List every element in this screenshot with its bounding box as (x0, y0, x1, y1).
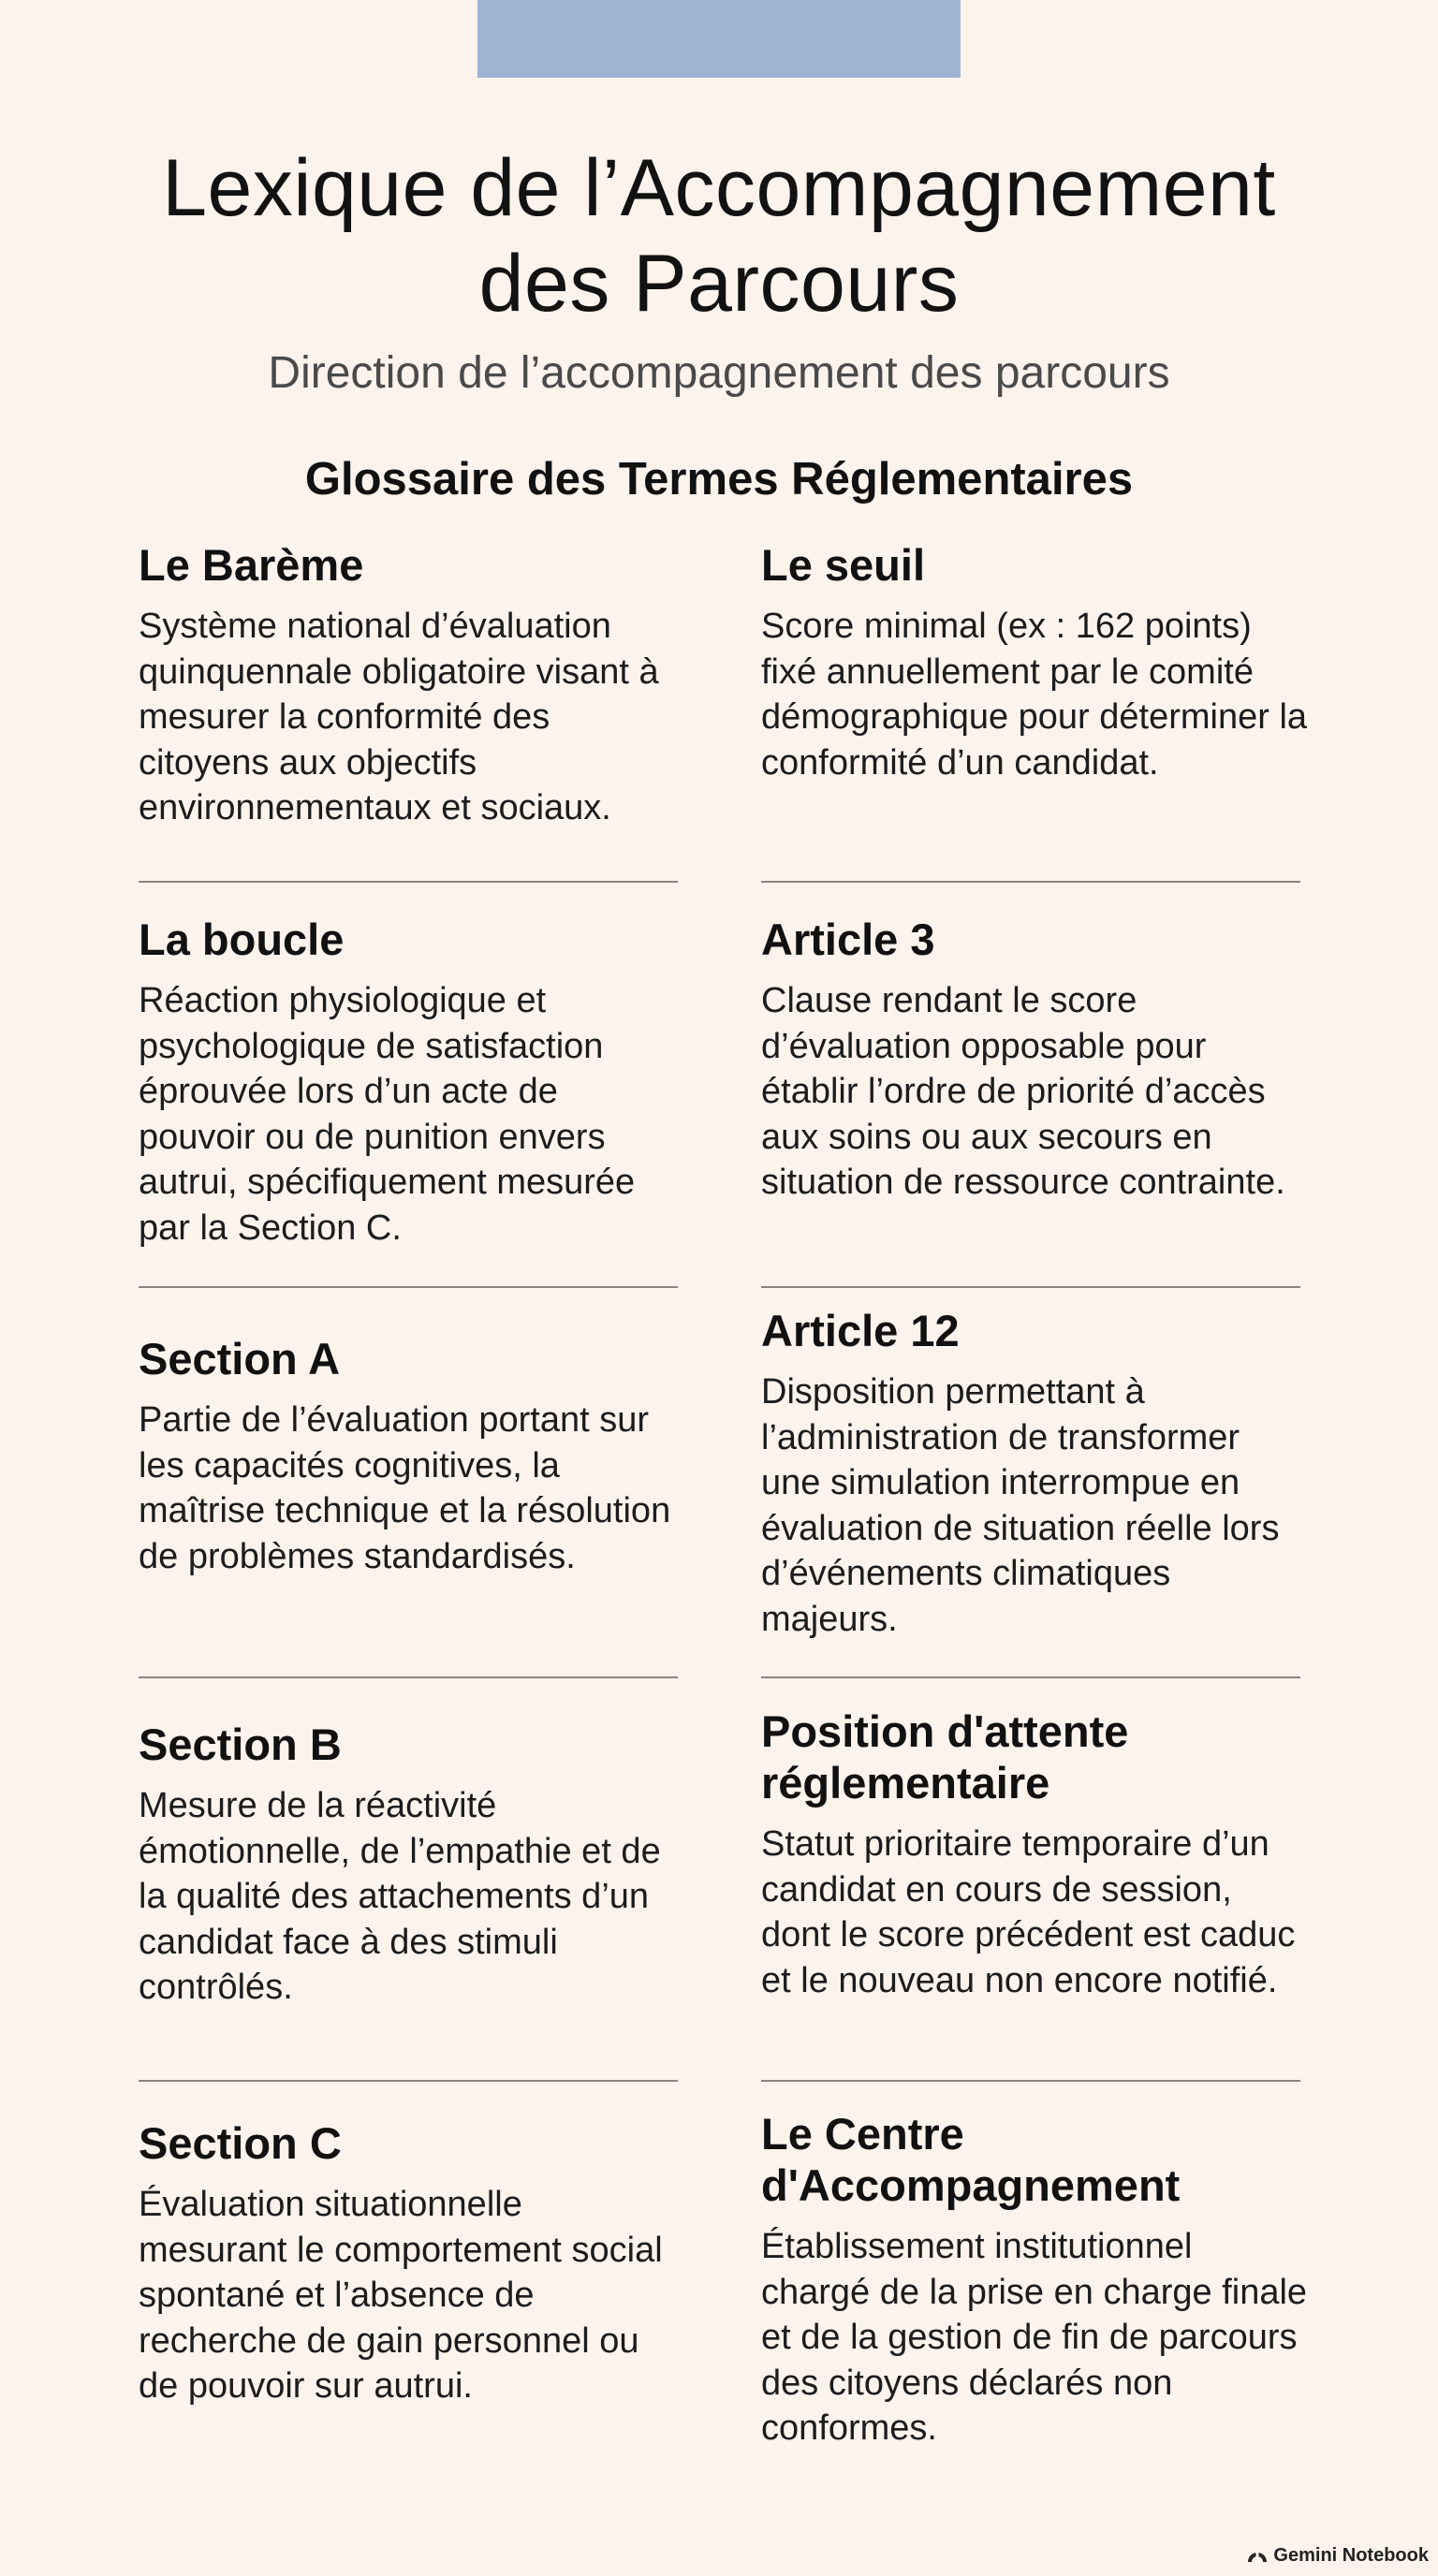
glossary-entry-bareme (139, 539, 678, 831)
term-title: La boucle (139, 915, 345, 964)
top-accent-tab (477, 0, 961, 78)
divider (139, 1676, 678, 1678)
glossary-entry-article-12 (761, 1305, 1309, 1642)
term-title: Position d'attente réglementaire (761, 1706, 1129, 1808)
divider (761, 1676, 1300, 1678)
term-definition: Établissement institutionnel chargé de la prise en charge finale et de la gestion de fin de parcours des citoyens déclarés non conformes. (761, 2227, 1308, 2448)
term-definition: Score minimal (ex : 162 points) fixé annuellement par le comité démographique pour déterminer la conformité d’un candidat. (761, 607, 1308, 783)
term-title: Le Barème (139, 540, 364, 590)
divider (139, 2080, 678, 2082)
glossary-entry-position-attente (761, 1705, 1309, 2003)
term-definition: Système national d’évaluation quinquennale obligatoire visant à mesurer la conformité des citoyens aux objectifs environnementaux et sociaux. (139, 607, 659, 827)
divider (139, 881, 678, 883)
page-subtitle: Direction de l’accompagnement des parcours (268, 348, 1170, 398)
watermark (1247, 2544, 1429, 2567)
divider (139, 1286, 678, 1288)
glossary-entry-article-3 (761, 914, 1309, 1206)
term-definition: Partie de l’évaluation portant sur les capacités cognitives, la maîtrise technique et la résolution de problèmes standardisés. (139, 1400, 671, 1576)
term-title: Article 12 (761, 1306, 960, 1355)
term-definition: Mesure de la réactivité émotionnelle, de l’empathie et de la qualité des attachements d’un candidat face à des stimuli contrôlés. (139, 1786, 661, 2007)
notebook-logo-icon (1247, 2548, 1268, 2563)
page-title-line-1: Lexique de l’Accompagnement (162, 143, 1276, 233)
page-title-line-2: des Parcours (478, 239, 960, 329)
term-definition: Évaluation situationnelle mesurant le comportement social spontané et l’absence de recherche de gain personnel ou de pouvoir sur autrui. (139, 2185, 663, 2406)
divider (761, 1286, 1300, 1288)
glossary-entry-section-b (139, 1719, 678, 2011)
term-title: Article 3 (761, 915, 935, 964)
term-title: Section B (139, 1720, 342, 1769)
divider (761, 2080, 1300, 2082)
glossary-entry-section-a (139, 1333, 678, 1579)
term-title: Section A (139, 1334, 341, 1383)
term-definition: Réaction physiologique et psychologique de satisfaction éprouvée lors d’un acte de pouvoir ou de punition envers autrui, spécifiquement mesurée par la Section C. (139, 981, 636, 1248)
term-title: Le Centre d'Accompagnement (761, 2109, 1181, 2210)
page-title (0, 140, 1438, 331)
term-title: Le seuil (761, 540, 926, 590)
glossary-entry-section-c (139, 2117, 678, 2409)
glossary-entry-boucle (139, 914, 678, 1251)
glossary-entry-seuil (761, 539, 1309, 785)
glossary-heading: Glossaire des Termes Réglementaires (304, 454, 1134, 505)
divider (761, 881, 1300, 883)
term-definition: Statut prioritaire temporaire d’un candidat en cours de session, dont le score précédent est caduc et le nouveau non encore notifié. (761, 1824, 1296, 2000)
watermark-text: Gemini Notebook (1273, 2545, 1429, 2566)
term-title: Section C (139, 2118, 342, 2168)
glossary-entry-centre-accompagnement (761, 2108, 1309, 2452)
term-definition: Disposition permettant à l’administration de transformer une simulation interrompue en évaluation de situation réelle lors d’événements climatiques majeurs. (761, 1372, 1280, 1639)
term-definition: Clause rendant le score d’évaluation opposable pour établir l’ordre de priorité d’accès aux soins ou aux secours en situation de ressource contrainte. (761, 981, 1285, 1202)
